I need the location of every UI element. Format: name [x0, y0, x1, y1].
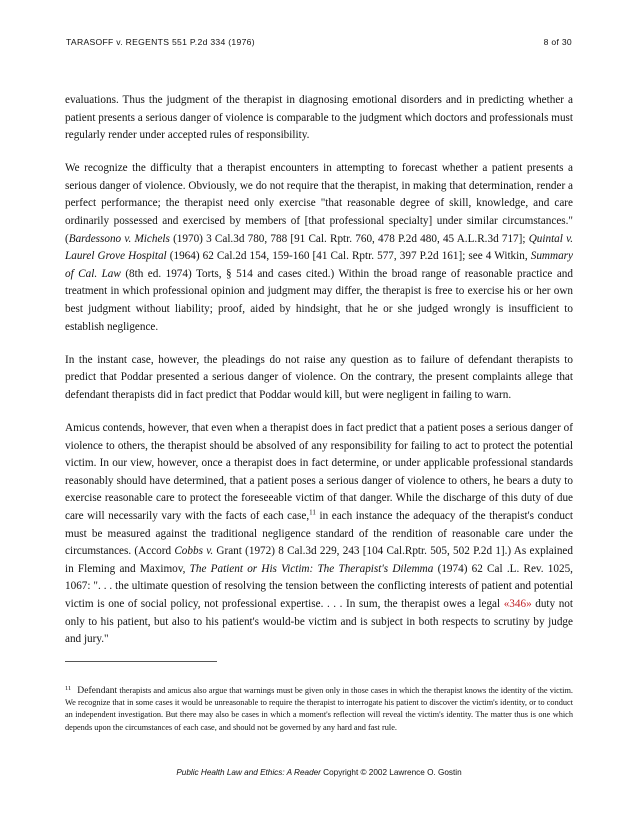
text-run: (1974) 62 Cal .L. Rev. 1025, 1067: ". . . the ultimate question of resolving the tension between the conflicting interests of patient and potential victim is one of social policy, not professional expertise. . . . In sum, the therapist owes a legal: [65, 562, 573, 610]
footnote-first-word: Defendant: [77, 685, 118, 696]
case-citation: Bardessono v. Michels: [68, 232, 170, 245]
text-run: Amicus contends, however, that even when a therapist does in fact predict that a patient poses a serious danger of violence to others, the therapist should be absolved of any responsibility for failing to act to protect the potential victim. In our view, however, once a therapist does in fact determine, or under applicable professional standards reasonably should have determined, that a patient poses a serious danger of violence to others, he bears a duty to exercise reasonable care to protect the foreseeable victim of that danger. While the discharge of this duty of due care will necessarily vary with the facts of each case,: [65, 422, 573, 522]
paragraph: [65, 420, 573, 649]
footnote-number: 11: [65, 685, 72, 692]
running-header-title: TARASOFF v. REGENTS 551 P.2d 334 (1976): [66, 37, 255, 47]
page-number: 8 of 30: [543, 37, 572, 47]
page-footer: [0, 768, 638, 777]
case-citation: Cobbs v.: [174, 545, 214, 558]
original-page-marker: «346»: [503, 597, 532, 610]
book-citation: Summary of Cal. Law: [65, 250, 573, 280]
text-run: (1964) 62 Cal.2d 154, 159-160 [41 Cal. Rptr. 577, 397 P.2d 161]; see 4 Witkin,: [166, 250, 531, 263]
footnote-reference: 11: [309, 508, 316, 517]
footnote-divider: [65, 661, 217, 662]
case-citation: Quintal v. Laurel Grove Hospital: [65, 232, 573, 263]
paragraph: evaluations. Thus the judgment of the therapist in diagnosing emotional disorders and in predicting whether a patient presents a serious danger of violence is comparable to the judgment which doctors and professionals must regularly render under accepted rules of responsibility.: [65, 94, 573, 142]
article-citation: The Patient or His Victim: The Therapist's Dilemma: [189, 562, 434, 575]
footnote-text: therapists and amicus also argue that warnings must be given only in those cases in which the therapist knows the identity of the victim. We recognize that in some cases it would be unreasonable to require the therapist to interrogate his patient to discover the victim's identity, or to conduct an independent investigation. But there may also be cases in which a moment's reflection will reveal the victim's identity. The matter thus is one which depends upon the circumstances of each case, and should not be governed by any hard and fast rule.: [65, 686, 573, 732]
paragraph: [65, 160, 573, 336]
opinion-text: [65, 92, 573, 649]
footer-book-title: Public Health Law and Ethics: A Reader: [176, 768, 321, 777]
footnote: [65, 683, 573, 734]
text-run: We recognize the difficulty that a therapist encounters in attempting to forecast whether a patient presents a serious danger of violence. Obviously, we do not require that the therapist, in making that determination, render a perfect performance; the therapist need only exercise "that reasonable degree of skill, knowledge, and care ordinarily possessed and exercised by members of [that professional specialty] under similar circumstances." (: [65, 162, 573, 245]
text-run: (8th ed. 1974) Torts, § 514 and cases cited.) Within the broad range of reasonable practice and treatment in which professional opinion and judgment may differ, the therapist is free to exercise his or her own best judgment without liability; proof, aided by hindsight, that he or she judged wrongly is insufficient to establish negligence.: [65, 267, 573, 333]
footer-copyright: Copyright © 2002 Lawrence O. Gostin: [320, 768, 462, 777]
text-run: in each instance the adequacy of the therapist's conduct must be measured against the traditional negligence standard of the rendition of reasonable care under the circumstances. (Accord: [65, 509, 573, 558]
paragraph: In the instant case, however, the pleadings do not raise any question as to failure of defendant therapists to predict that Poddar presented a serious danger of violence. On the contrary, the present complaints allege that defendant therapists did in fact predict that Poddar would kill, but were negligent in failing to warn.: [65, 353, 573, 401]
text-run: Grant (1972) 8 Cal.3d 229, 243 [104 Cal.Rptr. 505, 502 P.2d 1].) As explained in Fleming and Maximov,: [65, 545, 573, 575]
text-run: duty not only to his patient, but also to his patient's would-be victim and is subject in both respects to scrutiny by judge and jury.": [65, 597, 573, 646]
text-run: (1970) 3 Cal.3d 780, 788 [91 Cal. Rptr. 760, 478 P.2d 480, 45 A.L.R.3d 717];: [169, 232, 529, 245]
